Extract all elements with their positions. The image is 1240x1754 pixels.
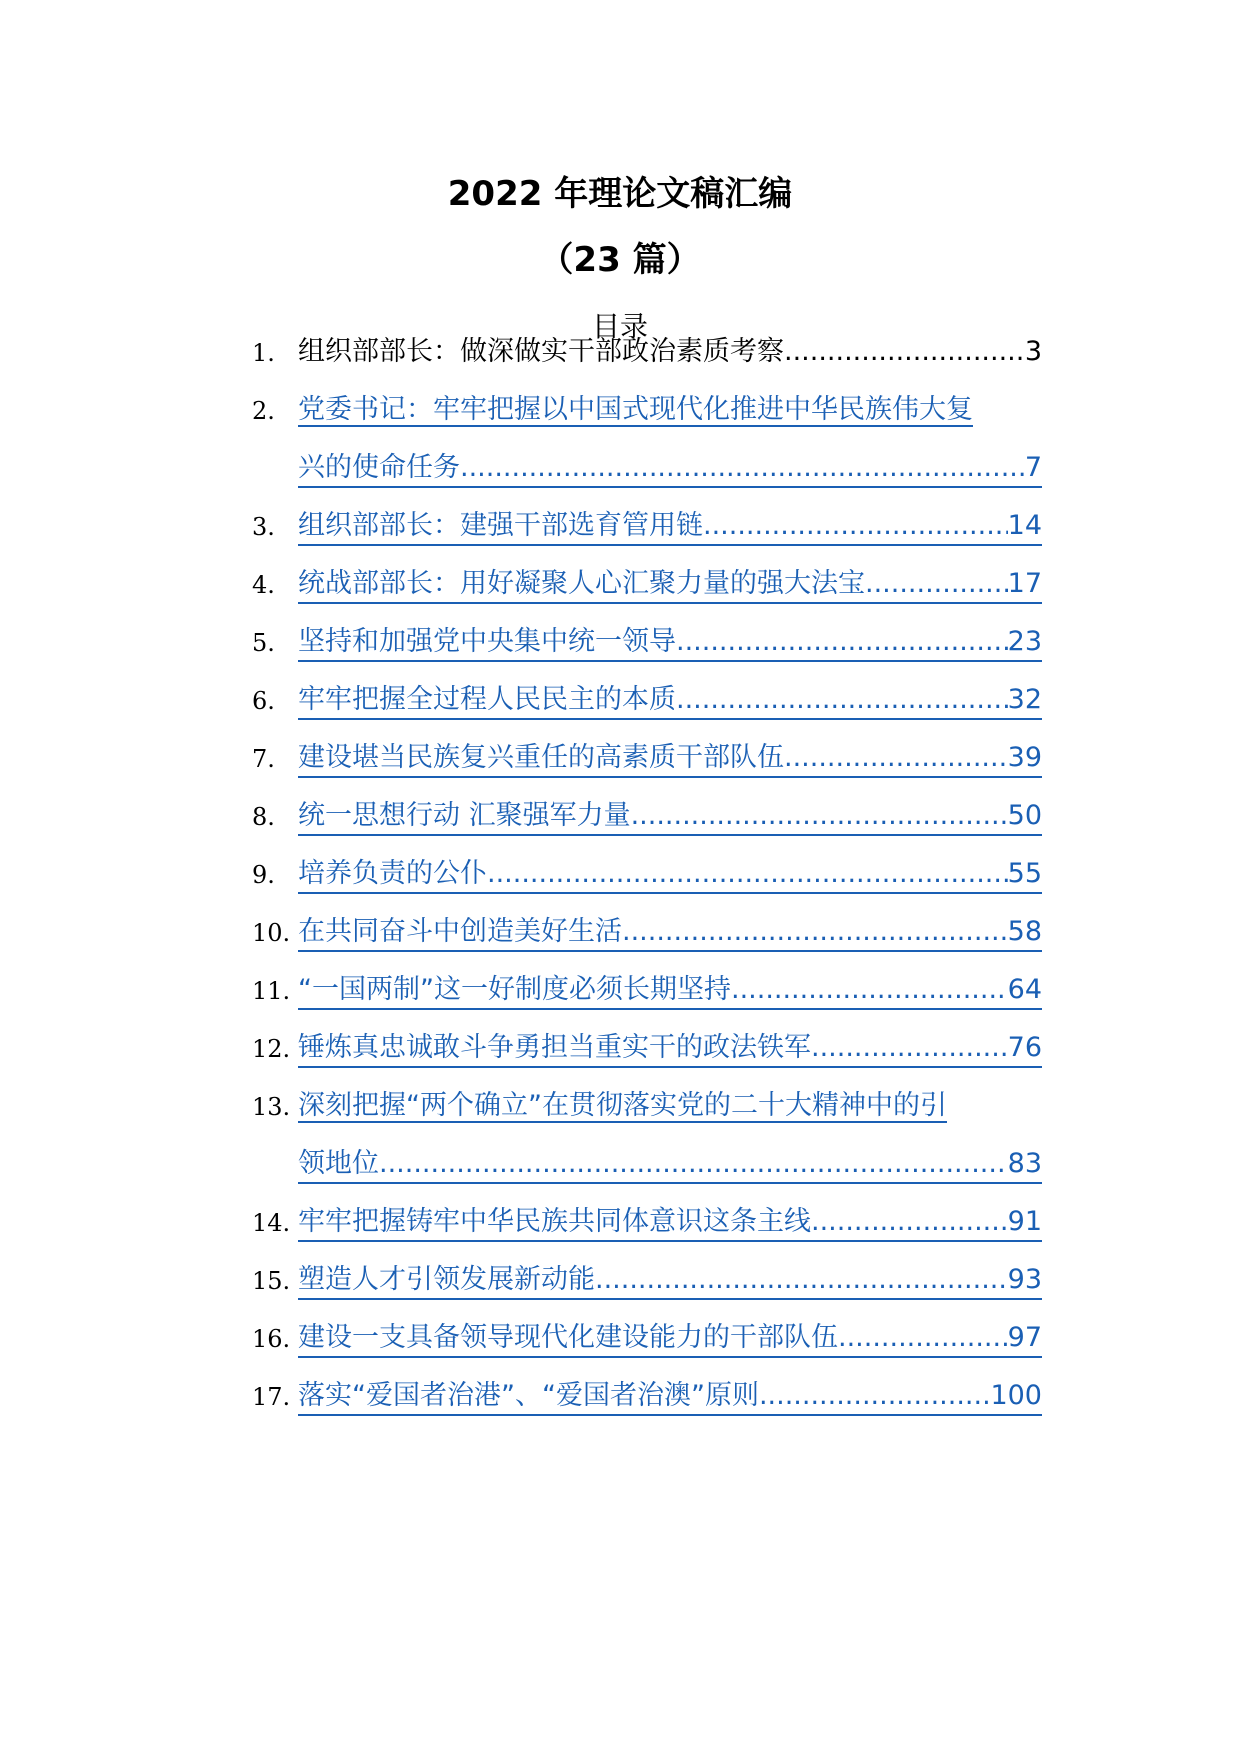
toc-entry-number: 15. — [252, 1267, 291, 1295]
toc-entry-15[interactable] — [0, 1262, 1240, 1302]
toc-page-number: 7 — [1024, 452, 1042, 483]
toc-entry-2[interactable] — [0, 392, 1240, 432]
toc-page-number: 83 — [1007, 1148, 1042, 1179]
toc-entry-title: 建设一支具备领导现代化建设能力的干部队伍 — [298, 1322, 838, 1353]
toc-entry-title: 培养负责的公仆 — [298, 858, 487, 889]
toc-page-number: 23 — [1007, 626, 1042, 657]
toc-page-number: 17 — [1007, 568, 1042, 599]
toc-dot-leader — [460, 450, 1025, 486]
toc-entry-title: 深刻把握“两个确立”在贯彻落实党的二十大精神中的引 — [298, 1090, 947, 1121]
toc-page-number: 76 — [1007, 1032, 1042, 1063]
toc-entry-2-continued[interactable] — [0, 450, 1240, 490]
toc-entry-title: “一国两制”这一好制度必须长期坚持 — [298, 974, 731, 1005]
toc-entry-10[interactable] — [0, 914, 1240, 954]
toc-entry-number: 13. — [252, 1093, 291, 1121]
toc-entry-number: 16. — [252, 1325, 291, 1353]
toc-page-number: 97 — [1007, 1322, 1042, 1353]
toc-page-number: 91 — [1007, 1206, 1042, 1237]
toc-entry-title: 锤炼真忠诚敢斗争勇担当重实干的政法铁军 — [298, 1032, 811, 1063]
document-subtitle: （23 篇） — [539, 240, 701, 280]
toc-entry-number: 6. — [252, 687, 275, 715]
toc-dot-leader — [622, 914, 1008, 950]
toc-entry-number: 1. — [252, 339, 275, 367]
toc-dot-leader — [703, 508, 1008, 544]
toc-dot-leader — [595, 1262, 1008, 1298]
toc-dot-leader — [811, 1204, 1008, 1240]
toc-dot-leader — [676, 682, 1008, 718]
toc-entry-number: 4. — [252, 571, 275, 599]
toc-dot-leader — [759, 1378, 991, 1414]
toc-entry-number: 12. — [252, 1035, 291, 1063]
toc-entry-6[interactable] — [0, 682, 1240, 722]
toc-entry-title: 在共同奋斗中创造美好生活 — [298, 916, 622, 947]
toc-entry-title: 牢牢把握铸牢中华民族共同体意识这条主线 — [298, 1206, 811, 1237]
toc-entry-17[interactable] — [0, 1378, 1240, 1418]
toc-page-number: 100 — [990, 1380, 1042, 1411]
toc-entry-8[interactable] — [0, 798, 1240, 838]
toc-page-number: 58 — [1007, 916, 1042, 947]
toc-page-number: 39 — [1007, 742, 1042, 773]
toc-page-number: 93 — [1007, 1264, 1042, 1295]
toc-entry-number: 5. — [252, 629, 275, 657]
toc-entry-13[interactable] — [0, 1088, 1240, 1128]
toc-entry-title: 建设堪当民族复兴重任的高素质干部队伍 — [298, 742, 784, 773]
toc-entry-number: 14. — [252, 1209, 291, 1237]
toc-entry-16[interactable] — [0, 1320, 1240, 1360]
toc-entry-title: 落实“爱国者治港”、“爱国者治澳”原则 — [298, 1380, 759, 1411]
toc-entry-12[interactable] — [0, 1030, 1240, 1070]
toc-dot-leader — [784, 740, 1008, 776]
toc-entry-title-continued: 领地位 — [298, 1148, 379, 1179]
toc-entry-number: 7. — [252, 745, 275, 773]
toc-entry-7[interactable] — [0, 740, 1240, 780]
toc-dot-leader — [487, 856, 1008, 892]
toc-page-number: 32 — [1007, 684, 1042, 715]
document-title: 2022 年理论文稿汇编 — [447, 174, 793, 214]
toc-entry-title: 组织部部长：做深做实干部政治素质考察 — [298, 336, 784, 367]
toc-heading: 目录 — [591, 310, 648, 343]
toc-dot-leader — [838, 1320, 1008, 1356]
toc-entry-number: 8. — [252, 803, 275, 831]
toc-dot-leader — [379, 1146, 1008, 1182]
toc-entry-5[interactable] — [0, 624, 1240, 664]
toc-entry-1 — [0, 334, 1240, 374]
toc-entry-title: 统战部部长：用好凝聚人心汇聚力量的强大法宝 — [298, 568, 865, 599]
toc-entry-number: 2. — [252, 397, 275, 425]
toc-entry-title: 牢牢把握全过程人民民主的本质 — [298, 684, 676, 715]
toc-entry-number: 10. — [252, 919, 291, 947]
toc-entry-title-continued: 兴的使命任务 — [298, 452, 460, 483]
toc-page-number: 55 — [1007, 858, 1042, 889]
toc-entry-number: 9. — [252, 861, 275, 889]
toc-entry-number: 17. — [252, 1383, 291, 1411]
toc-entry-9[interactable] — [0, 856, 1240, 896]
toc-page-number: 3 — [1024, 336, 1042, 367]
toc-entry-title: 党委书记：牢牢把握以中国式现代化推进中华民族伟大复 — [298, 394, 973, 425]
toc-dot-leader — [676, 624, 1008, 660]
toc-entry-title: 坚持和加强党中央集中统一领导 — [298, 626, 676, 657]
toc-entry-title: 组织部部长：建强干部选育管用链 — [298, 510, 703, 541]
toc-dot-leader — [865, 566, 1008, 602]
toc-dot-leader — [784, 334, 1025, 370]
toc-dot-leader — [631, 798, 1008, 834]
toc-entry-title: 塑造人才引领发展新动能 — [298, 1264, 595, 1295]
toc-entry-title: 统一思想行动 汇聚强军力量 — [298, 800, 631, 831]
toc-page-number: 64 — [1007, 974, 1042, 1005]
toc-page-number: 50 — [1007, 800, 1042, 831]
toc-entry-11[interactable] — [0, 972, 1240, 1012]
toc-dot-leader — [731, 972, 1008, 1008]
toc-entry-3[interactable] — [0, 508, 1240, 548]
toc-entry-4[interactable] — [0, 566, 1240, 606]
toc-entry-14[interactable] — [0, 1204, 1240, 1244]
toc-entry-number: 3. — [252, 513, 275, 541]
toc-entry-number: 11. — [252, 977, 291, 1005]
toc-page-number: 14 — [1007, 510, 1042, 541]
toc-entry-13-continued[interactable] — [0, 1146, 1240, 1186]
toc-dot-leader — [811, 1030, 1008, 1066]
